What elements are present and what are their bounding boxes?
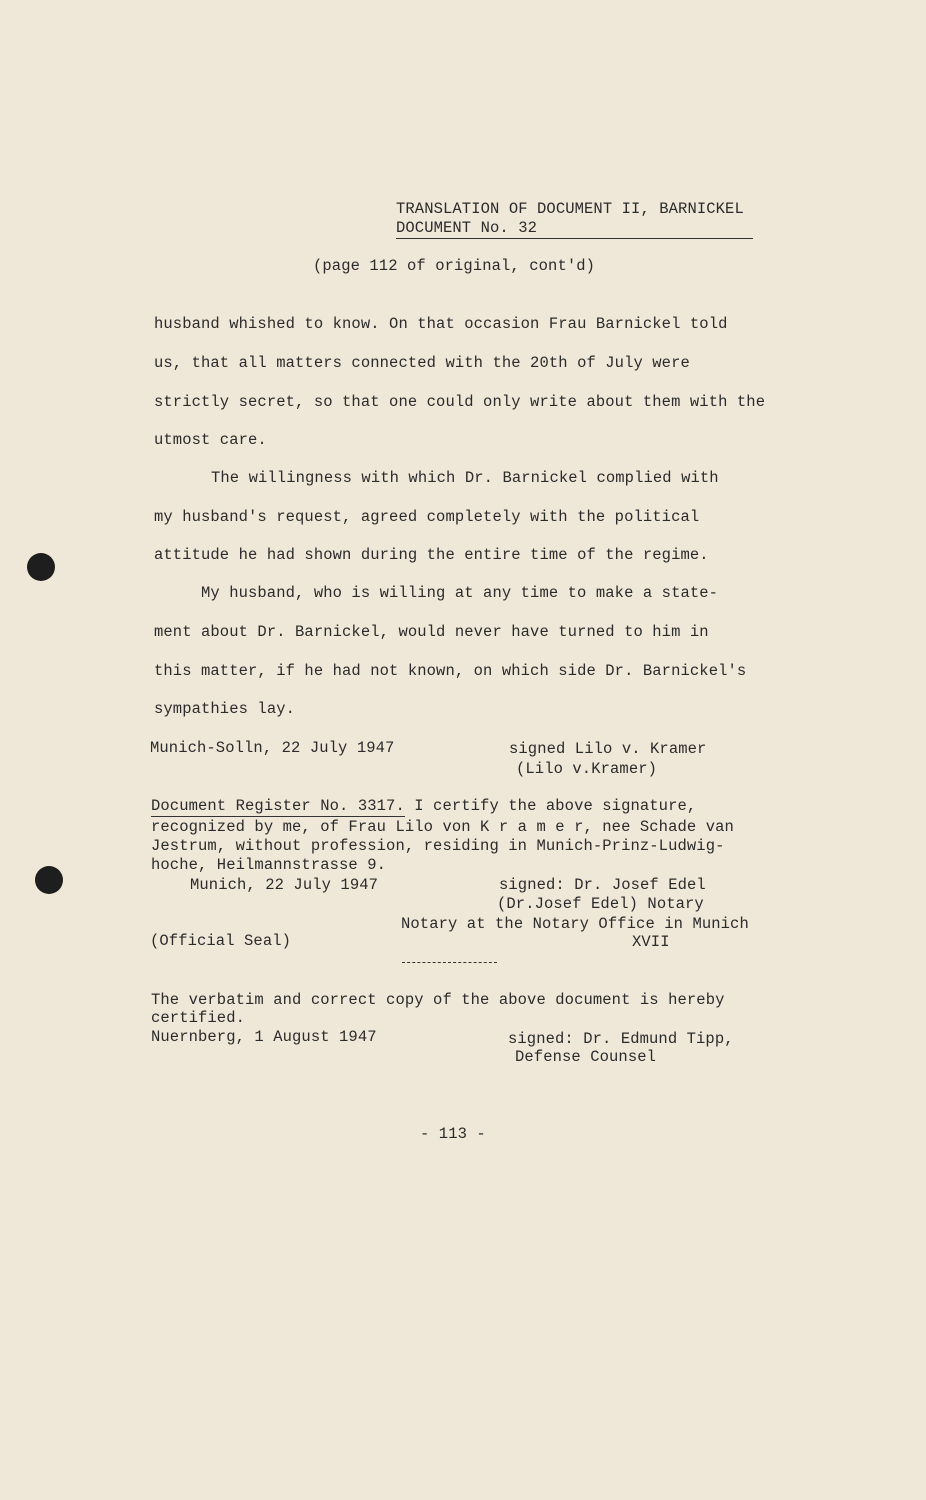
body-line: ment about Dr. Barnickel, would never have turned to him in <box>154 623 709 641</box>
body-line: My husband, who is willing at any time to make a state- <box>201 584 719 602</box>
official-seal: (Official Seal) <box>150 932 292 950</box>
signature-line: signed Lilo v. Kramer <box>509 740 707 758</box>
separator-dashes <box>402 962 497 963</box>
header-title: TRANSLATION OF DOCUMENT II, BARNICKEL <box>396 200 744 218</box>
header-underline <box>396 238 753 239</box>
counsel-role: Defense Counsel <box>515 1048 657 1066</box>
notary-place-date: Munich, 22 July 1947 <box>190 876 379 894</box>
body-line: The willingness with which Dr. Barnickel complied with <box>211 469 719 487</box>
copy-certification-line-2: certified. <box>151 1009 246 1027</box>
copy-place-date: Nuernberg, 1 August 1947 <box>151 1028 377 1046</box>
body-line: this matter, if he had not known, on which side Dr. Barnickel's <box>154 662 747 680</box>
page-reference: (page 112 of original, cont'd) <box>313 257 596 275</box>
body-line: us, that all matters connected with the 20th of July were <box>154 354 690 372</box>
notary-name: (Dr.Josef Edel) Notary <box>497 895 704 913</box>
page-number: - 113 - <box>420 1125 486 1143</box>
document-register-number: Document Register No. 3317. <box>151 797 405 815</box>
signature-name: (Lilo v.Kramer) <box>516 760 658 778</box>
punch-hole-bottom <box>35 866 63 894</box>
counsel-signed: signed: Dr. Edmund Tipp, <box>508 1030 734 1048</box>
place-date: Munich-Solln, 22 July 1947 <box>150 739 395 757</box>
notary-office-number: XVII <box>632 933 670 951</box>
notary-signed: signed: Dr. Josef Edel <box>499 876 706 894</box>
notary-office: Notary at the Notary Office in Munich <box>401 915 749 933</box>
body-line: my husband's request, agreed completely with the political <box>154 508 700 526</box>
certification-line-2: recognized by me, of Frau Lilo von K r a m e r, nee Schade van <box>151 818 734 836</box>
body-line: husband whished to know. On that occasion Frau Barnickel told <box>154 315 728 333</box>
certification-line-1: Document Register No. 3317. I certify the above signature, <box>151 797 697 815</box>
body-line: utmost care. <box>154 431 267 449</box>
certification-line-4: hoche, Heilmannstrasse 9. <box>151 856 387 874</box>
body-line: strictly secret, so that one could only write about them with the <box>154 393 766 411</box>
body-line: sympathies lay. <box>154 700 296 718</box>
copy-certification-line-1: The verbatim and correct copy of the above document is hereby <box>151 991 725 1009</box>
body-line: attitude he had shown during the entire time of the regime. <box>154 546 709 564</box>
header-document-number: DOCUMENT No. 32 <box>396 219 538 237</box>
certification-line-3: Jestrum, without profession, residing in Munich-Prinz-Ludwig- <box>151 837 725 855</box>
punch-hole-top <box>27 553 55 581</box>
